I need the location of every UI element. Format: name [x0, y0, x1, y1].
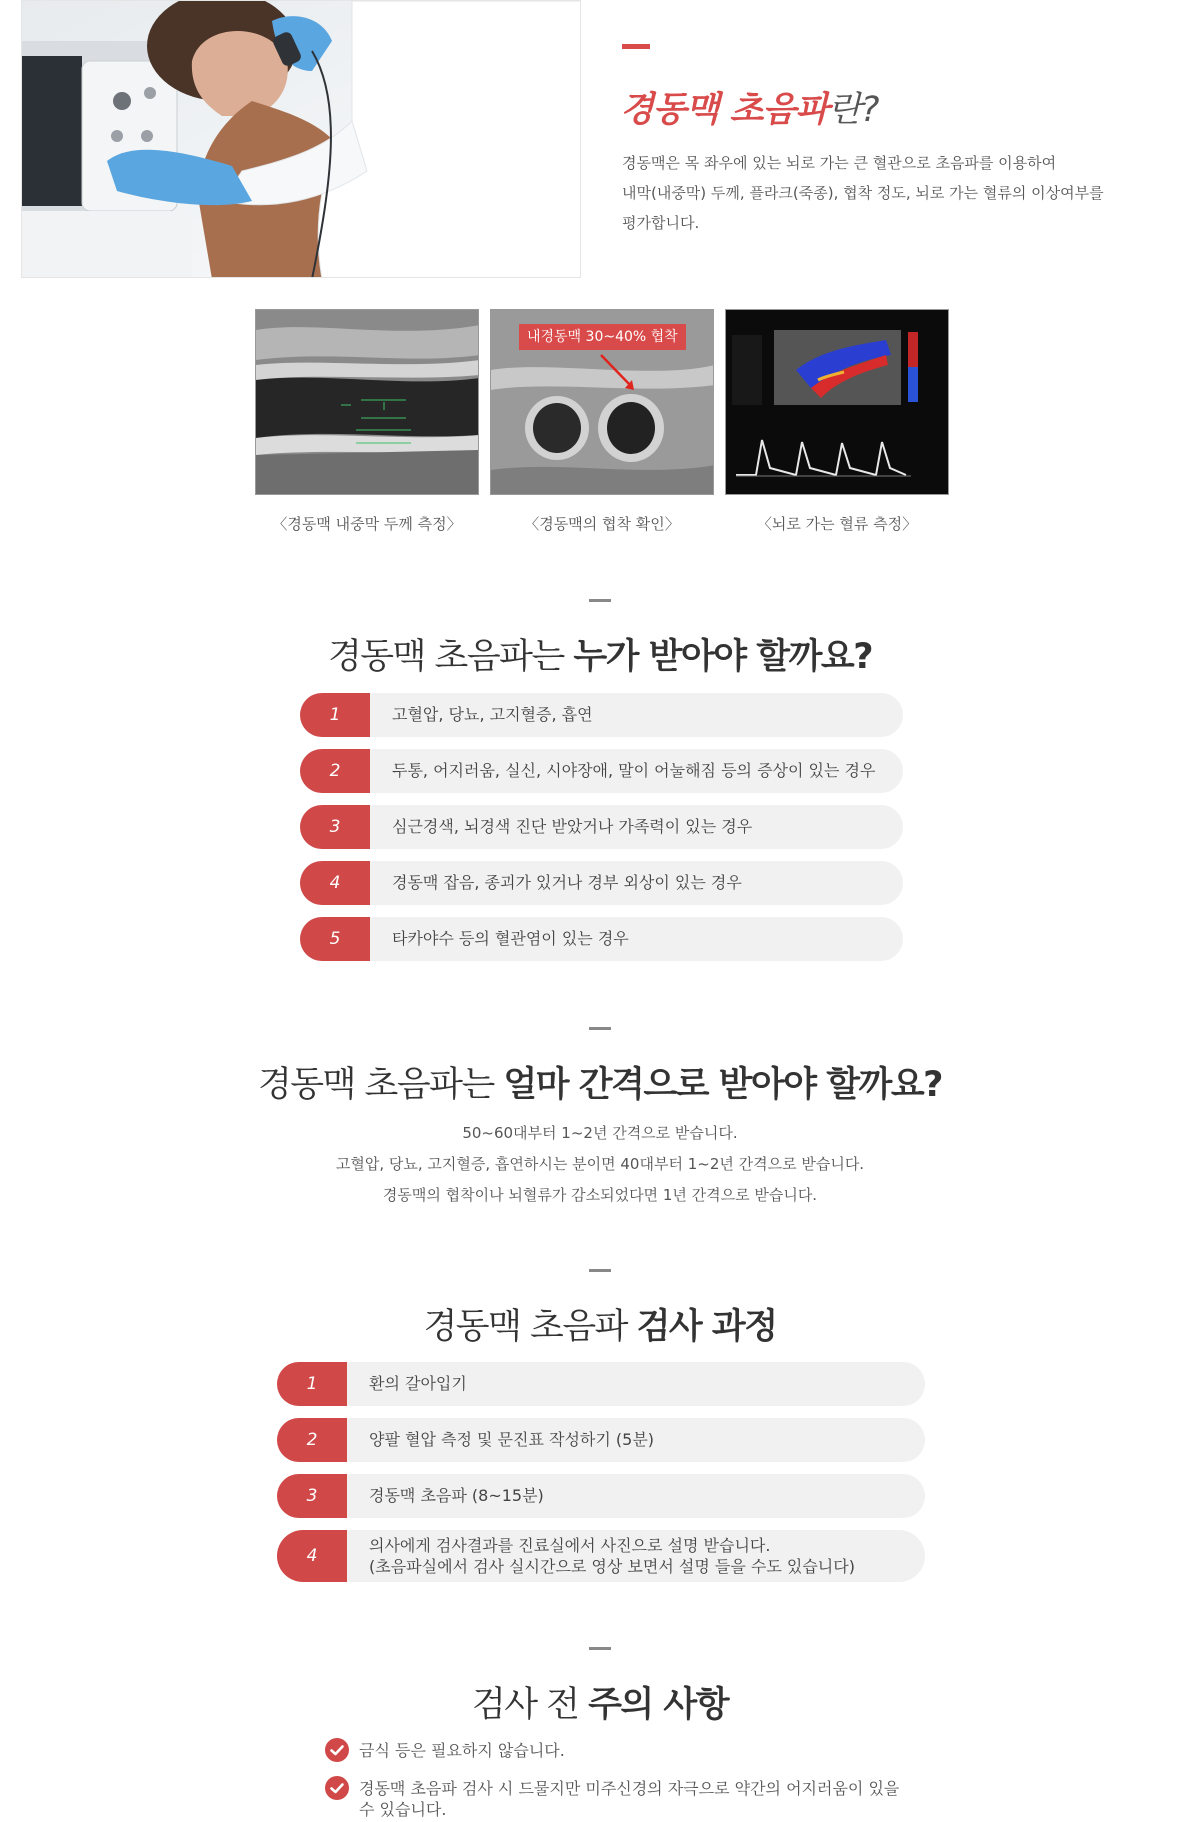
list-item-number: 1: [277, 1362, 347, 1406]
intro-accent-bar: [622, 44, 650, 49]
ultrasound-image-doppler: [725, 309, 949, 495]
intro-title-rest: 란?: [828, 90, 879, 130]
list-item-number: 2: [300, 749, 370, 793]
list-item-text: 경동맥 잡음, 종괴가 있거나 경부 외상이 있는 경우: [392, 873, 742, 892]
section-divider: [589, 1027, 611, 1030]
check-circle-icon: [325, 1738, 349, 1762]
intro-description: [622, 148, 1142, 238]
caution-text: [359, 1778, 919, 1820]
caution-text: [359, 1740, 919, 1761]
ultrasound-image-imt: [255, 309, 479, 495]
interval-title-normal: 경동맥 초음파는: [257, 1065, 504, 1105]
caution-title-bold: 주의 사항: [588, 1685, 729, 1725]
list-item-text: [369, 1535, 855, 1577]
intro-description-line: 경동맥은 목 좌우에 있는 뇌로 가는 큰 혈관으로 초음파를 이용하여: [622, 154, 1057, 172]
list-item-text: 고혈압, 당뇨, 고지혈증, 흡연: [392, 705, 593, 724]
list-item-number: 1: [300, 693, 370, 737]
list-item-number: 4: [300, 861, 370, 905]
list-item: [277, 1530, 925, 1582]
process-title-bold: 검사 과정: [636, 1307, 777, 1347]
ultrasound-figure-stenosis: [490, 309, 714, 534]
list-item: [277, 1418, 925, 1462]
interval-line: 경동맥의 협착이나 뇌혈류가 감소되었다면 1년 간격으로 받습니다.: [382, 1186, 818, 1204]
section-divider: [589, 1269, 611, 1272]
list-item: [277, 1474, 925, 1518]
interval-title-bold: 얼마 간격으로 받아야 할까요?: [503, 1065, 942, 1105]
stenosis-callout: 내경동맥 30~40% 협착: [519, 324, 686, 350]
interval-line: 50~60대부터 1~2년 간격으로 받습니다.: [462, 1124, 738, 1142]
ultrasound-caption: 〈경동맥의 협착 확인〉: [524, 515, 680, 533]
caution-text-line: 금식 등은 필요하지 않습니다.: [359, 1741, 565, 1760]
intro-description-line: 평가합니다.: [622, 214, 700, 232]
list-item: [277, 1362, 925, 1406]
list-item-number: 4: [277, 1530, 347, 1582]
intro-title-highlight: 경동맥 초음파: [620, 90, 829, 130]
caution-text-line: 수 있습니다.: [359, 1800, 447, 1819]
list-item-text: 심근경색, 뇌경색 진단 받았거나 가족력이 있는 경우: [392, 817, 753, 836]
hero-photo: [21, 0, 581, 278]
check-circle-icon: [325, 1776, 349, 1800]
list-item-text-line: (초음파실에서 검사 실시간으로 영상 보면서 설명 들을 수도 있습니다): [369, 1557, 855, 1576]
caution-text-line: 경동맥 초음파 검사 시 드물지만 미주신경의 자극으로 약간의 어지러움이 있을: [359, 1779, 900, 1798]
list-item: [300, 917, 903, 961]
who-title-bold: 누가 받아야 할까요?: [573, 637, 873, 677]
ultrasound-figure-imt: [255, 309, 479, 534]
list-item-text: 두통, 어지러움, 실신, 시야장애, 말이 어눌해짐 등의 증상이 있는 경우: [392, 761, 876, 780]
intro-title: [620, 82, 878, 132]
interval-title: [0, 1057, 1200, 1107]
process-title: [0, 1299, 1200, 1349]
list-item: [300, 749, 903, 793]
interval-description: [0, 1118, 1200, 1211]
ultrasound-caption: 〈경동맥 내중막 두께 측정〉: [272, 515, 462, 533]
list-item-text: 타카야수 등의 혈관염이 있는 경우: [392, 929, 629, 948]
ultrasound-figure-doppler: [725, 309, 949, 534]
caution-title: [0, 1677, 1200, 1727]
list-item: [300, 861, 903, 905]
who-title-normal: 경동맥 초음파는: [327, 637, 574, 677]
process-title-normal: 경동맥 초음파: [423, 1307, 637, 1347]
list-item-number: 5: [300, 917, 370, 961]
list-item-text-line: 의사에게 검사결과를 진료실에서 사진으로 설명 받습니다.: [369, 1536, 771, 1555]
who-title: [0, 629, 1200, 679]
ultrasound-image-stenosis: [490, 309, 714, 495]
intro-description-line: 내막(내중막) 두께, 플라크(죽종), 협착 정도, 뇌로 가는 혈류의 이상여부를: [622, 184, 1104, 202]
ultrasound-caption: 〈뇌로 가는 혈류 측정〉: [756, 515, 918, 533]
section-divider: [589, 599, 611, 602]
list-item-text: 양팔 혈압 측정 및 문진표 작성하기 (5분): [369, 1430, 655, 1449]
list-item-number: 3: [277, 1474, 347, 1518]
interval-line: 고혈압, 당뇨, 고지혈증, 흡연하시는 분이면 40대부터 1~2년 간격으로 받습니다.: [335, 1155, 865, 1173]
list-item-number: 2: [277, 1418, 347, 1462]
caution-title-normal: 검사 전: [471, 1685, 589, 1725]
list-item-number: 3: [300, 805, 370, 849]
list-item-text: 환의 갈아입기: [369, 1374, 467, 1393]
section-divider: [589, 1647, 611, 1650]
list-item: [300, 805, 903, 849]
list-item: [300, 693, 903, 737]
list-item-text: 경동맥 초음파 (8~15분): [369, 1486, 544, 1505]
